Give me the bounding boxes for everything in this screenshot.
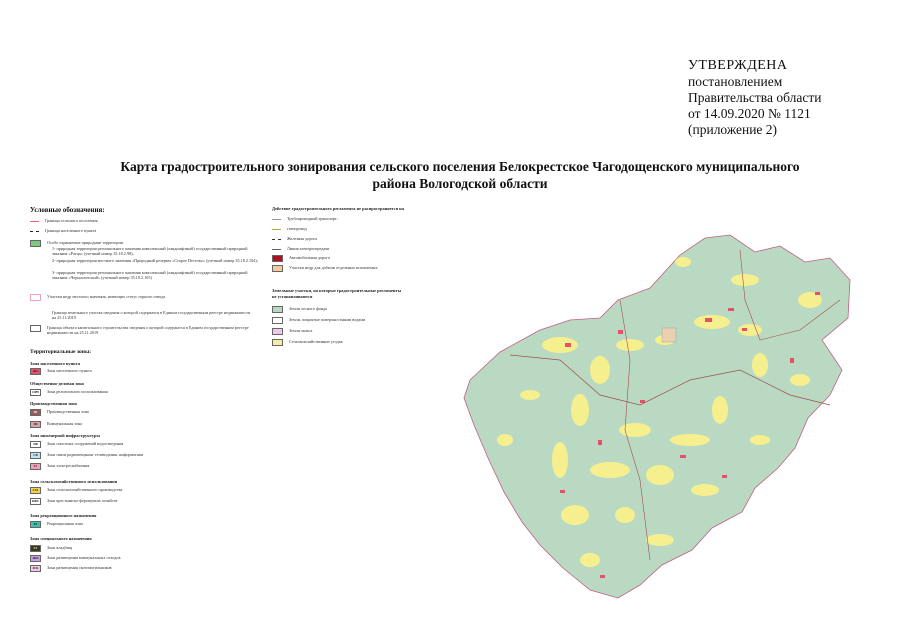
regulation-item-subsoil: Участки недр для добычи отдельных ископаемых xyxy=(272,265,378,272)
zone-group-industrial: Производственная зона xyxy=(30,401,77,406)
zone-group-settlement: Зона населенного пункта xyxy=(30,361,81,366)
reserve-area xyxy=(662,328,676,342)
zone-group-engineering: Зона инженерной инфраструктуры xyxy=(30,433,100,438)
zone-group-public: Общественно-деловая зона xyxy=(30,381,84,386)
regulation-item-road: Автомобильная дорога xyxy=(272,255,330,262)
settlement-border-line xyxy=(30,221,39,222)
map-title-line-1: Карта градостроительного зонирования сельского поселения Белокрестское Чагодощенского муниципального xyxy=(120,159,800,174)
zone-swatch-iv: ИВ xyxy=(30,441,41,448)
legend-heading: Условные обозначения: xyxy=(30,206,105,214)
map-title-line-2: района Вологодской области xyxy=(372,176,548,191)
protected-area-swatch xyxy=(30,240,41,247)
zone-item-t1: Т1 Зона электроснабжения xyxy=(30,463,89,470)
forest-swatch xyxy=(272,306,283,313)
reserve-swatch xyxy=(272,328,283,335)
gas-pipeline-line xyxy=(272,229,281,230)
zones-heading: Территориальные зоны: xyxy=(30,349,92,355)
land-item-forest: Земли лесного фонда xyxy=(272,306,327,313)
power-line xyxy=(272,249,281,250)
legend-item-protected-areas: Особо охраняемые природные территории xyxy=(30,240,123,247)
zone-item-p4: П4 Коммунальная зона xyxy=(30,421,82,428)
approval-line-3: от 14.09.2020 № 1121 xyxy=(688,106,811,121)
regulation-item-railway: Железная дорога xyxy=(272,236,317,241)
zone-item-s1: С1 Зона кладбищ xyxy=(30,545,72,552)
zone-swatch-t1: Т1 xyxy=(30,463,41,470)
approval-line-4: (приложение 2) xyxy=(688,122,778,137)
subsoil-swatch xyxy=(272,265,283,272)
zone-group-recreation: Зона рекреационного назначения xyxy=(30,513,97,518)
regulation-item-gas: газопровод xyxy=(272,226,307,231)
zone-swatch-sv: СВ xyxy=(30,452,41,459)
zone-swatch-zh1: Ж1 xyxy=(30,368,41,375)
lands-heading-2: не устанавливаются xyxy=(272,294,313,299)
legend-item-building-border: Граница объекта капитального строительства сведения о которой содержатся в Едином государственном реестре недвижимости на 25.11.2019 xyxy=(30,325,257,335)
agricultural-swatch xyxy=(272,339,283,346)
zone-item-sv: СВ Зона связи радиовещания, телевидения, информатики xyxy=(30,452,143,459)
zone-swatch-skh1: СХ1 xyxy=(30,487,41,494)
regulations-heading: Действие градостроительного регламента не распространяется на xyxy=(272,206,404,211)
mining-plot-swatch xyxy=(30,294,41,301)
zone-swatch-p4: П4 xyxy=(30,421,41,428)
land-item-reserve: Земли запаса xyxy=(272,328,312,335)
zone-item-kfh: КФХ Зона крестьянско-фермерских хозяйств xyxy=(30,498,117,505)
zone-group-special: Зона специального назначения xyxy=(30,536,92,541)
zone-item-skh1: СХ1 Зона сельскохозяйственного производства xyxy=(30,487,122,494)
legend-protected-2: 2- природная территория местного значения «Природный резерват «Старое Пестово» (учетный номер 35.18.2.104); xyxy=(52,258,258,263)
zone-swatch-zko: ЗКО xyxy=(30,555,41,562)
zone-swatch-kfh: КФХ xyxy=(30,498,41,505)
zone-item-p1: П1 Производственная зона xyxy=(30,409,89,416)
legend-item-settlement-border: Граница сельского поселения xyxy=(30,218,98,223)
zone-group-agricultural: Зона сельскохозяйственного использования xyxy=(30,479,118,484)
zone-swatch-p1: П1 xyxy=(30,409,41,416)
regulation-item-pipeline: Трубопроводный транспорт: xyxy=(272,216,338,221)
legend-protected-3: 3- природная территория регионального значения комплексный (ландшафтный) государственный природный заказник «Черноохотский» (учетный номер 35.18.2.105) xyxy=(52,270,248,280)
zone-swatch-r1: Р1 xyxy=(30,521,41,528)
railway-line xyxy=(272,239,281,240)
approval-line-2: Правительства области xyxy=(688,90,822,105)
legend-item-mining-plots: Участки недр местного значения, имеющих статус горного отвода xyxy=(30,294,165,301)
lands-heading-1: Земельные участки, на которые градостроительные регламенты xyxy=(272,288,402,293)
legend-protected-1: 1- природная территория регионального значения комплексный (ландшафтный) государственный природный заказник «Ратца» (учетный номер 35.18.2.98); xyxy=(52,246,248,256)
road-swatch xyxy=(272,255,283,262)
legend-item-locality-border: Граница населенного пункта xyxy=(30,228,96,233)
legend-land-plot-border: Граница земельного участка сведения о которой содержатся в Едином государственном реестре недвижимости на 25.11.2019 xyxy=(52,310,251,320)
approval-title: УТВЕРЖДЕНА xyxy=(688,58,788,73)
zone-item-zko: ЗКО Зона размещения коммунальных отходов xyxy=(30,555,120,562)
zone-swatch-s1: С1 xyxy=(30,545,41,552)
land-item-water: Земли, покрытые поверхностными водами xyxy=(272,317,365,324)
building-border-swatch xyxy=(30,325,41,332)
pipeline-line xyxy=(272,219,281,220)
water-swatch xyxy=(272,317,283,324)
land-item-agricultural: Сельскохозяйственные угодья xyxy=(272,339,343,346)
zone-item-r1: Р1 Рекреационная зона xyxy=(30,521,83,528)
zone-swatch-orn: ОРН xyxy=(30,389,41,396)
zone-swatch-zsk: ЗСК xyxy=(30,565,41,572)
zone-item-iv: ИВ Зона очистных сооружений водоотведения xyxy=(30,441,123,448)
approval-line-1: постановлением xyxy=(688,74,783,89)
regulation-item-power: Линия электропередачи xyxy=(272,246,329,251)
zone-item-zsk: ЗСК Зона размещения скотомогильников xyxy=(30,565,112,572)
zone-item-zh1: Ж1 Зона населенного пункта xyxy=(30,368,92,375)
zone-item-orn: ОРН Зона религиозного использования xyxy=(30,389,108,396)
locality-border-line xyxy=(30,231,39,232)
